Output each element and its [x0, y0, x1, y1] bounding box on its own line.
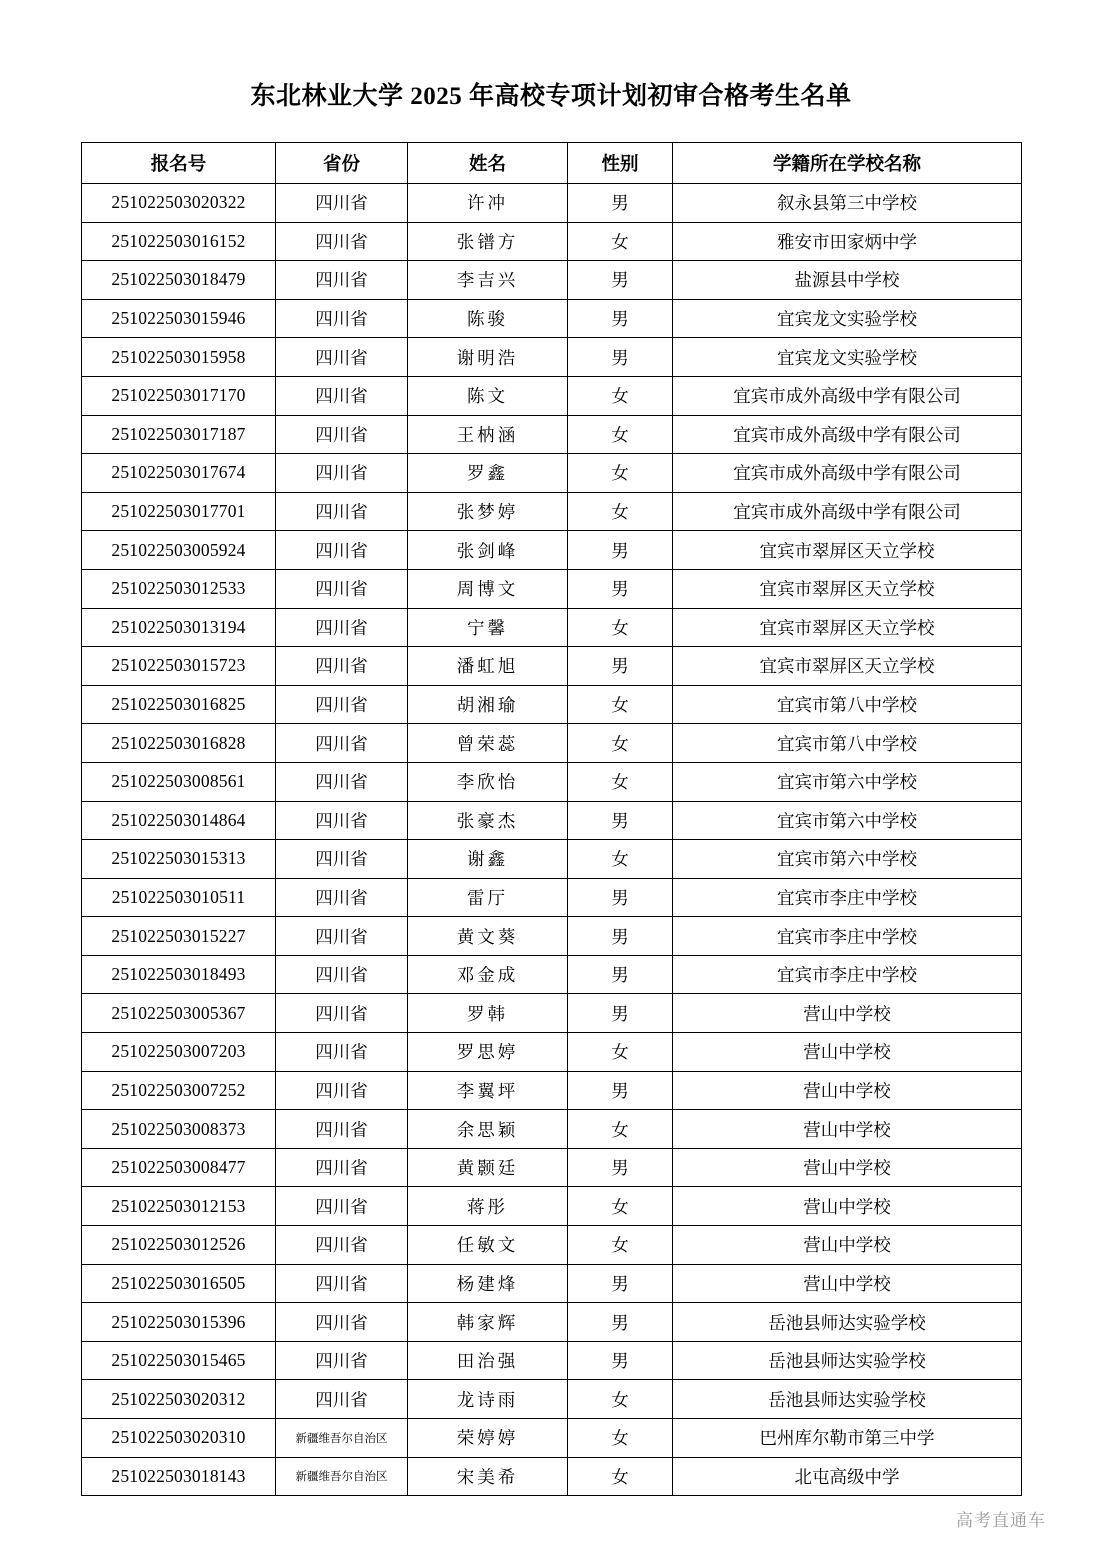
cell-registration-number: 251022503013194 [82, 608, 276, 647]
cell-province: 四川省 [276, 1148, 408, 1187]
cell-name: 陈文 [408, 376, 568, 415]
cell-registration-number: 251022503015227 [82, 917, 276, 956]
cell-name: 邓金成 [408, 955, 568, 994]
cell-name: 李欣怡 [408, 762, 568, 801]
cell-province: 四川省 [276, 1033, 408, 1072]
cell-registration-number: 251022503015723 [82, 647, 276, 686]
table-row [82, 994, 1022, 1033]
cell-school: 营山中学校 [673, 1110, 1022, 1149]
table-row [82, 338, 1022, 377]
cell-name: 张镨方 [408, 222, 568, 261]
cell-school: 宜宾市第六中学校 [673, 840, 1022, 879]
cell-school: 宜宾市成外高级中学有限公司 [673, 492, 1022, 531]
watermark: 高考直通车 [956, 1511, 1046, 1530]
cell-province: 四川省 [276, 801, 408, 840]
table-row [82, 1380, 1022, 1419]
cell-registration-number: 251022503020312 [82, 1380, 276, 1419]
cell-registration-number: 251022503012153 [82, 1187, 276, 1226]
cell-province: 四川省 [276, 1110, 408, 1149]
cell-school: 雅安市田家炳中学 [673, 222, 1022, 261]
cell-school: 岳池县师达实验学校 [673, 1303, 1022, 1342]
cell-name: 李翼坪 [408, 1071, 568, 1110]
cell-province: 四川省 [276, 299, 408, 338]
cell-name: 张梦婷 [408, 492, 568, 531]
table-row [82, 1226, 1022, 1265]
cell-gender: 女 [568, 1419, 673, 1458]
table-row [82, 685, 1022, 724]
cell-gender: 女 [568, 1033, 673, 1072]
cell-gender: 女 [568, 1380, 673, 1419]
cell-name: 龙诗雨 [408, 1380, 568, 1419]
table-row [82, 1071, 1022, 1110]
cell-name: 罗韩 [408, 994, 568, 1033]
cell-name: 胡湘瑜 [408, 685, 568, 724]
cell-registration-number: 251022503016828 [82, 724, 276, 763]
cell-province: 四川省 [276, 222, 408, 261]
cell-gender: 男 [568, 1264, 673, 1303]
cell-province: 四川省 [276, 531, 408, 570]
cell-name: 周博文 [408, 569, 568, 608]
cell-name: 黄文葵 [408, 917, 568, 956]
cell-gender: 女 [568, 1110, 673, 1149]
cell-school: 营山中学校 [673, 1148, 1022, 1187]
cell-registration-number: 251022503007203 [82, 1033, 276, 1072]
cell-registration-number: 251022503005367 [82, 994, 276, 1033]
cell-school: 营山中学校 [673, 1187, 1022, 1226]
cell-registration-number: 251022503015465 [82, 1341, 276, 1380]
cell-gender: 男 [568, 184, 673, 223]
cell-school: 岳池县师达实验学校 [673, 1341, 1022, 1380]
cell-school: 宜宾市翠屏区天立学校 [673, 647, 1022, 686]
cell-gender: 女 [568, 376, 673, 415]
cell-registration-number: 251022503017170 [82, 376, 276, 415]
cell-gender: 男 [568, 569, 673, 608]
cell-province: 四川省 [276, 685, 408, 724]
cell-gender: 女 [568, 492, 673, 531]
cell-registration-number: 251022503014864 [82, 801, 276, 840]
cell-gender: 男 [568, 1303, 673, 1342]
table-row [82, 454, 1022, 493]
cell-school: 宜宾龙文实验学校 [673, 299, 1022, 338]
cell-name: 曾荣蕊 [408, 724, 568, 763]
cell-province: 四川省 [276, 1226, 408, 1265]
cell-registration-number: 251022503005924 [82, 531, 276, 570]
cell-registration-number: 251022503007252 [82, 1071, 276, 1110]
cell-name: 罗鑫 [408, 454, 568, 493]
cell-school: 盐源县中学校 [673, 261, 1022, 300]
cell-registration-number: 251022503010511 [82, 878, 276, 917]
table-row [82, 1264, 1022, 1303]
cell-school: 宜宾市翠屏区天立学校 [673, 531, 1022, 570]
cell-gender: 女 [568, 762, 673, 801]
cell-province: 四川省 [276, 1187, 408, 1226]
cell-gender: 女 [568, 608, 673, 647]
column-header-gender: 性别 [568, 143, 673, 184]
cell-gender: 女 [568, 454, 673, 493]
cell-registration-number: 251022503015946 [82, 299, 276, 338]
cell-school: 宜宾市第六中学校 [673, 801, 1022, 840]
cell-name: 王枘涵 [408, 415, 568, 454]
cell-registration-number: 251022503012533 [82, 569, 276, 608]
table-row [82, 1033, 1022, 1072]
cell-school: 宜宾市第六中学校 [673, 762, 1022, 801]
table-row [82, 569, 1022, 608]
table-body [82, 184, 1022, 1496]
cell-registration-number: 251022503020322 [82, 184, 276, 223]
cell-school: 岳池县师达实验学校 [673, 1380, 1022, 1419]
table-row [82, 840, 1022, 879]
cell-province: 四川省 [276, 1264, 408, 1303]
cell-registration-number: 251022503020310 [82, 1419, 276, 1458]
roster-table-container [81, 142, 1021, 1496]
cell-gender: 男 [568, 955, 673, 994]
cell-school: 宜宾龙文实验学校 [673, 338, 1022, 377]
cell-province: 四川省 [276, 261, 408, 300]
table-row [82, 608, 1022, 647]
table-row [82, 762, 1022, 801]
cell-name: 宋美希 [408, 1457, 568, 1496]
cell-name: 陈骏 [408, 299, 568, 338]
table-header [82, 143, 1022, 184]
cell-school: 叙永县第三中学校 [673, 184, 1022, 223]
cell-province: 四川省 [276, 1071, 408, 1110]
cell-registration-number: 251022503018143 [82, 1457, 276, 1496]
cell-registration-number: 251022503017701 [82, 492, 276, 531]
column-header-registration-number: 报名号 [82, 143, 276, 184]
cell-name: 谢明浩 [408, 338, 568, 377]
cell-school: 宜宾市李庄中学校 [673, 955, 1022, 994]
page-title: 东北林业大学 2025 年高校专项计划初审合格考生名单 [250, 83, 852, 110]
cell-name: 韩家辉 [408, 1303, 568, 1342]
cell-registration-number: 251022503016505 [82, 1264, 276, 1303]
cell-gender: 女 [568, 724, 673, 763]
cell-registration-number: 251022503008561 [82, 762, 276, 801]
cell-province: 四川省 [276, 955, 408, 994]
cell-gender: 男 [568, 917, 673, 956]
cell-registration-number: 251022503008477 [82, 1148, 276, 1187]
cell-school: 宜宾市翠屏区天立学校 [673, 569, 1022, 608]
cell-name: 余思颖 [408, 1110, 568, 1149]
cell-school: 宜宾市第八中学校 [673, 685, 1022, 724]
cell-school: 宜宾市成外高级中学有限公司 [673, 415, 1022, 454]
cell-gender: 女 [568, 222, 673, 261]
cell-province: 四川省 [276, 994, 408, 1033]
cell-school: 营山中学校 [673, 1264, 1022, 1303]
cell-name: 任敏文 [408, 1226, 568, 1265]
table-row [82, 724, 1022, 763]
cell-name: 宁馨 [408, 608, 568, 647]
cell-school: 宜宾市翠屏区天立学校 [673, 608, 1022, 647]
cell-school: 宜宾市成外高级中学有限公司 [673, 454, 1022, 493]
cell-gender: 男 [568, 261, 673, 300]
cell-province: 四川省 [276, 415, 408, 454]
cell-gender: 男 [568, 299, 673, 338]
table-row [82, 492, 1022, 531]
table-row [82, 184, 1022, 223]
cell-province: 四川省 [276, 569, 408, 608]
cell-registration-number: 251022503015313 [82, 840, 276, 879]
cell-province: 四川省 [276, 608, 408, 647]
table-row [82, 1187, 1022, 1226]
cell-gender: 男 [568, 1071, 673, 1110]
cell-gender: 女 [568, 1457, 673, 1496]
cell-province: 四川省 [276, 1380, 408, 1419]
table-row [82, 801, 1022, 840]
cell-province: 四川省 [276, 724, 408, 763]
table-row [82, 1110, 1022, 1149]
cell-gender: 女 [568, 840, 673, 879]
cell-gender: 男 [568, 1341, 673, 1380]
cell-registration-number: 251022503012526 [82, 1226, 276, 1265]
cell-name: 杨建烽 [408, 1264, 568, 1303]
cell-gender: 男 [568, 338, 673, 377]
cell-school: 宜宾市成外高级中学有限公司 [673, 376, 1022, 415]
column-header-province: 省份 [276, 143, 408, 184]
table-row [82, 376, 1022, 415]
cell-registration-number: 251022503018493 [82, 955, 276, 994]
cell-name: 张豪杰 [408, 801, 568, 840]
cell-registration-number: 251022503015396 [82, 1303, 276, 1342]
table-row [82, 415, 1022, 454]
cell-gender: 女 [568, 415, 673, 454]
table-row [82, 531, 1022, 570]
table-row [82, 1457, 1022, 1496]
cell-province: 四川省 [276, 492, 408, 531]
table-row [82, 955, 1022, 994]
table-row [82, 647, 1022, 686]
table-row [82, 222, 1022, 261]
cell-province: 四川省 [276, 1341, 408, 1380]
cell-school: 宜宾市第八中学校 [673, 724, 1022, 763]
cell-name: 罗思婷 [408, 1033, 568, 1072]
cell-school: 宜宾市李庄中学校 [673, 878, 1022, 917]
cell-gender: 男 [568, 994, 673, 1033]
table-row [82, 1148, 1022, 1187]
cell-province: 四川省 [276, 917, 408, 956]
table-row [82, 1303, 1022, 1342]
cell-registration-number: 251022503018479 [82, 261, 276, 300]
cell-province: 四川省 [276, 840, 408, 879]
cell-province: 四川省 [276, 647, 408, 686]
cell-name: 许冲 [408, 184, 568, 223]
column-header-name: 姓名 [408, 143, 568, 184]
cell-province: 四川省 [276, 878, 408, 917]
cell-gender: 男 [568, 647, 673, 686]
cell-name: 谢鑫 [408, 840, 568, 879]
cell-gender: 男 [568, 1148, 673, 1187]
cell-registration-number: 251022503016825 [82, 685, 276, 724]
cell-province: 四川省 [276, 338, 408, 377]
cell-province: 新疆维吾尔自治区 [276, 1457, 408, 1496]
cell-province: 四川省 [276, 376, 408, 415]
cell-province: 四川省 [276, 1303, 408, 1342]
table-row [82, 878, 1022, 917]
cell-gender: 女 [568, 685, 673, 724]
cell-registration-number: 251022503016152 [82, 222, 276, 261]
cell-province: 四川省 [276, 184, 408, 223]
cell-name: 荣婷婷 [408, 1419, 568, 1458]
table-row [82, 261, 1022, 300]
table-row [82, 917, 1022, 956]
cell-name: 张剑峰 [408, 531, 568, 570]
cell-gender: 女 [568, 1187, 673, 1226]
cell-registration-number: 251022503008373 [82, 1110, 276, 1149]
cell-name: 潘虹旭 [408, 647, 568, 686]
cell-gender: 男 [568, 878, 673, 917]
cell-gender: 男 [568, 801, 673, 840]
cell-school: 巴州库尔勒市第三中学 [673, 1419, 1022, 1458]
cell-province: 四川省 [276, 454, 408, 493]
cell-school: 营山中学校 [673, 1226, 1022, 1265]
table-row [82, 1341, 1022, 1380]
cell-registration-number: 251022503017187 [82, 415, 276, 454]
cell-gender: 女 [568, 1226, 673, 1265]
cell-school: 北屯高级中学 [673, 1457, 1022, 1496]
cell-name: 黄颢廷 [408, 1148, 568, 1187]
table-row [82, 299, 1022, 338]
cell-name: 李吉兴 [408, 261, 568, 300]
cell-name: 田治强 [408, 1341, 568, 1380]
cell-registration-number: 251022503017674 [82, 454, 276, 493]
cell-school: 宜宾市李庄中学校 [673, 917, 1022, 956]
roster-table [81, 142, 1022, 1496]
table-row [82, 1419, 1022, 1458]
cell-province: 新疆维吾尔自治区 [276, 1419, 408, 1458]
cell-registration-number: 251022503015958 [82, 338, 276, 377]
table-header-row [82, 143, 1022, 184]
cell-name: 蒋彤 [408, 1187, 568, 1226]
cell-school: 营山中学校 [673, 994, 1022, 1033]
cell-name: 雷厅 [408, 878, 568, 917]
cell-gender: 男 [568, 531, 673, 570]
column-header-school: 学籍所在学校名称 [673, 143, 1022, 184]
cell-province: 四川省 [276, 762, 408, 801]
cell-school: 营山中学校 [673, 1071, 1022, 1110]
cell-school: 营山中学校 [673, 1033, 1022, 1072]
